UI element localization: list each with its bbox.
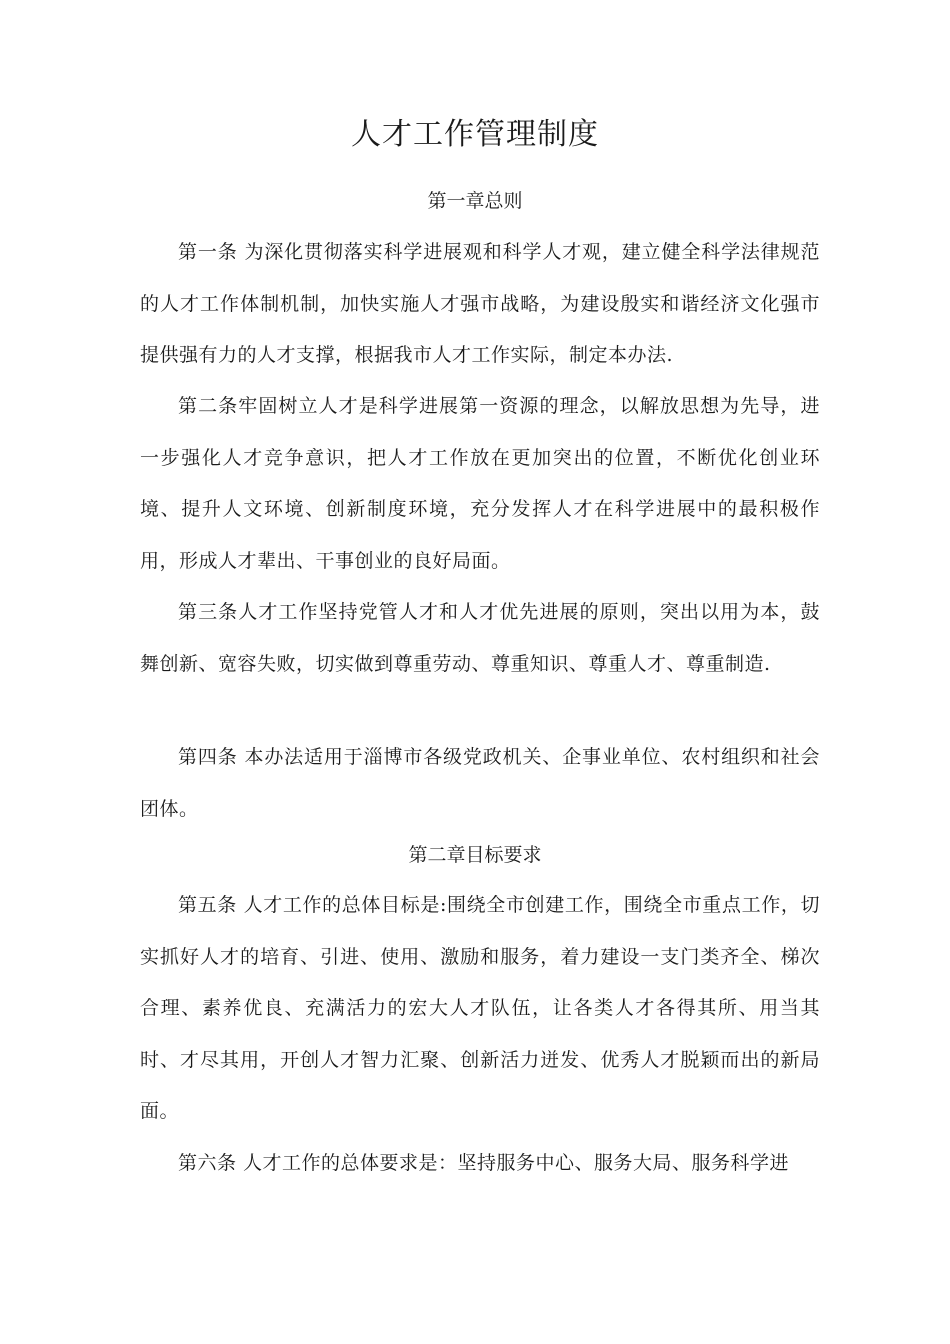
article-3: 第三条人才工作坚持党管人才和人才优先进展的原则，突出以用为本，鼓舞创新、宽容失败，切实做到尊重劳动、尊重知识、尊重人才、尊重制造. [140, 601, 820, 675]
document-title: 人才工作管理制度 [351, 117, 599, 152]
chapter-heading-2: 第二章目标要求 [408, 844, 542, 866]
article-4: 第四条 本办法适用于淄博市各级党政机关、企事业单位、农村组织和社会团体。 [140, 746, 820, 820]
article-1: 第一条 为深化贯彻落实科学进展观和科学人才观，建立健全科学法律规范的人才工作体制机制，加快实施人才强市战略，为建设殷实和谐经济文化强市提供强有力的人才支撑，根据我市人才工作实际，制定本办法. [140, 241, 820, 366]
article-5: 第五条 人才工作的总体目标是:围绕全市创建工作，围绕全市重点工作，切实抓好人才的培育、引进、使用、激励和服务，着力建设一支门类齐全、梯次合理、素养优良、充满活力的宏大人才队伍，让各类人才各得其所、用当其时、才尽其用，开创人才智力汇聚、创新活力迸发、优秀人才脱颖而出的新局面。 [140, 894, 820, 1122]
chapter-heading-1: 第一章总则 [427, 190, 523, 212]
article-2: 第二条牢固树立人才是科学进展第一资源的理念，以解放思想为先导，进一步强化人才竞争意识，把人才工作放在更加突出的位置，不断优化创业环境、提升人文环境、创新制度环境，充分发挥人才在科学进展中的最积极作用，形成人才辈出、干事创业的良好局面。 [140, 395, 820, 572]
article-6: 第六条 人才工作的总体要求是：坚持服务中心、服务大局、服务科学进 [178, 1152, 790, 1174]
